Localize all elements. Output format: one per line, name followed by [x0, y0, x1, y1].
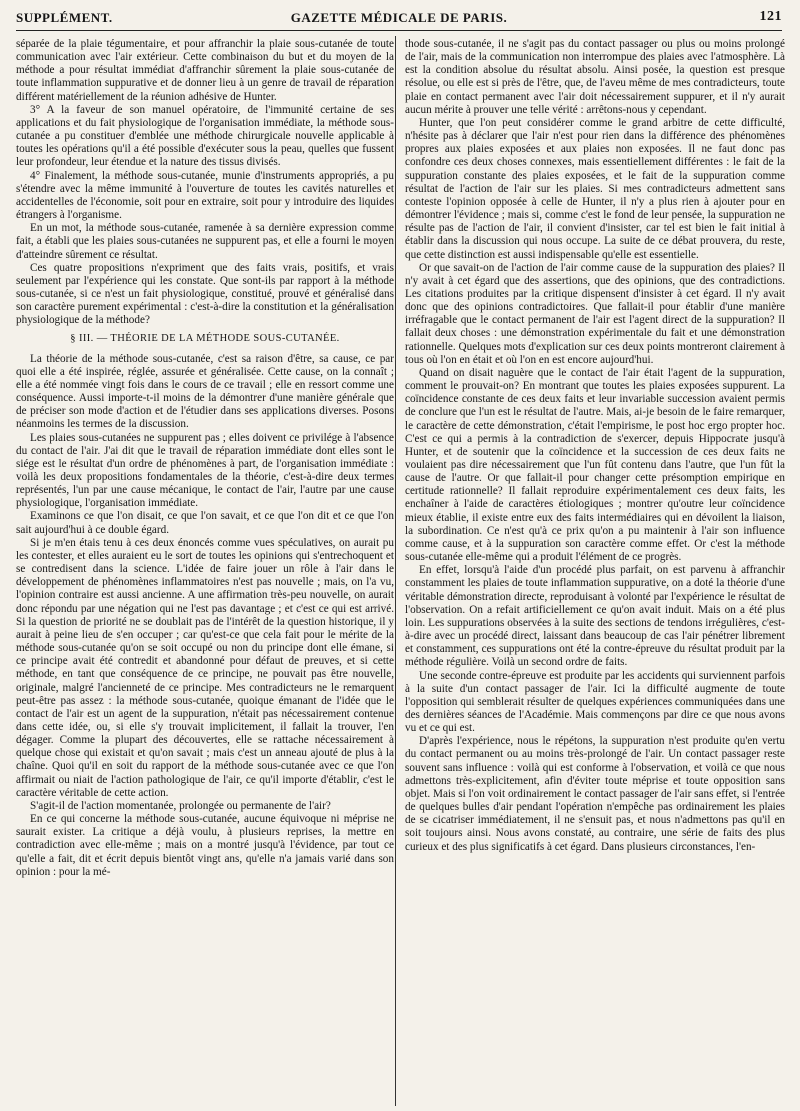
- left-column: [16, 38, 394, 1104]
- header-supplement: SUPPLÉMENT.: [16, 10, 113, 25]
- paragraph: Examinons ce que l'on disait, ce que l'on savait, et ce que l'on dit et ce que l'on sait aujourd'hui à ce double égard.: [16, 510, 394, 536]
- paragraph: 4° Finalement, la méthode sous-cutanée, munie d'instruments appropriés, a pu s'étendre avec la même immunité à l'ouverture de toutes les cavités naturelles et accidentelles de l'économie, soit pour en extraire, soit pour y introduire des liquides étrangers à l'organisme.: [16, 169, 394, 222]
- paragraph: Si je m'en étais tenu à ces deux énoncés comme vues spéculatives, on aurait pu les contester, et elles auraient eu le sort de toutes les opinions qui s'entrechoquent et se contredisent dans la science. L'idée de faire jouer un rôle à l'air dans le développement de phénomènes inflammatoires n'est pas nouvelle ; mais, on l'a vu, l'opinion contraire est aussi ancienne. A une affirmation très-peu nouvelle, on aurait donc répondu par une négation qui ne l'est pas davantage ; et c'est ce qui est arrivé. Si la question de priorité ne se doublait pas de l'intérêt de la question historique, il y aurait à peine lieu de s'en occuper ; car qu'est-ce que cela fait pour le mérite de la méthode sous-cutanée qu'on se soit occupé ou non du principe dont elle émane, si ce principe avait été contredit et abandonné pour défaut de preuves, et si cette méthode, en tant que conséquence de ce principe, ne pouvait pas être nouvelle, originale, malgré l'ancienneté de ce principe. Mes contradicteurs ne le remarquent peut-être pas assez : la méthode sous-cutanée, quoique émanant de l'idée que le contact de l'air est un agent de la suppuration, n'était pas nécessairement contenue dans cette idée, ou, si elle s'y trouvait implicitement, il fallait la trouver, l'en dégager. Comme la plupart des découvertes, elle se rattache nécessairement à quelque chose qui existait et qu'on savait ; mais c'est un anneau ajouté de plus à la chaîne. Quoi qu'il en soit du rapport de la méthode sous-cutanée avec ce que l'on affirmait ou niait de l'action pathologique de l'air, ce qu'il importe d'établir, c'est le caractère véritable de cette action.: [16, 536, 394, 799]
- paragraph: S'agit-il de l'action momentanée, prolongée ou permanente de l'air?: [30, 799, 331, 812]
- paragraph: Quand on disait naguère que le contact de l'air était l'agent de la suppuration, comment le prouvait-on? En montrant que toutes les plaies exposées suppurent. La coïncidence constante de ces deux faits et leur invariable succession avaient permis de conclure que l'un est le résultat de l'autre. Mais, ai-je besoin de le faire remarquer, le caractère de cette démonstration, c'était l'empirisme, le post hoc ergo propter hoc. C'est ce qui a permis à la contradiction de s'exercer, depuis Hippocrate jusqu'à Hunter, et de soutenir que la coïncidence et la succession de ces deux faits ne voulaient pas dire nécessairement que l'un fût contenu dans l'autre, que l'un fût la cause de l'autre. Or que fallait-il pour changer cette présomption empirique en certitude rationnelle? Il fallait reproduire expérimentalement ces deux faits, les enchaîner à l'aide de caractères étiologiques ; montrer qu'outre leur coïncidence mieux établie, il existe entre eux des faits intermédiaires qui en dévoilent la liaison, la subordination. Ce n'est qu'à ce prix qu'on a pu maintenir à l'air son influence comme cause, et à la suppuration son caractère comme effet. Or c'est la méthode sous-cutanée elle-même qui a produit l'élément de ce progrès.: [405, 366, 785, 564]
- header-journal-title: GAZETTE MÉDICALE DE PARIS.: [290, 10, 508, 25]
- paragraph: En un mot, la méthode sous-cutanée, ramenée à sa dernière expression comme fait, a établi que les plaies sous-cutanées ne suppurent pas, et elle a fourni le moyen d'atteindre sûrement ce résultat.: [16, 222, 394, 261]
- paragraph: Or que savait-on de l'action de l'air comme cause de la suppuration des plaies? Il n'y avait à cet égard que des assertions, que des opinions, que des contradictions. Les citations produites par la critique dispensent d'insister à cet égard. Il n'y avait donc que des opinions contradictoires. Que fallait-il pour établir d'une manière irréfragable que le contact permanent de l'air est l'agent direct de la suppuration? Il fallait deux choses : une démonstration expérimentale du fait et une démonstration rationnelle. Quelques mots d'explication sur ces deux points montreront clairement à tous où l'on en était et où l'on en est encore aujourd'hui.: [405, 261, 785, 366]
- right-column: [405, 38, 785, 1104]
- paragraph: D'après l'expérience, nous le répétons, la suppuration n'est produite qu'en vertu du contact permanent ou au moins très-prolongé de l'air. Un contact passager reste souvent sans influence : voilà qui est conforme à l'observation, et voilà ce que nous admettons très-explicitement, afin d'éviter toute méprise et toute opposition sans objet. Mais si l'on voit ordinairement le contact passager de l'air sans effet, si l'entrée de quelques bulles d'air pendant l'opération n'empêche pas ordinairement les plaies de se cicatriser immédiatement, il ne s'ensuit pas, et nous n'admettons pas qu'il en soit toujours ainsi. Nous avons constaté, au contraire, une série de faits des plus curieux et des plus significatifs à cet égard. Dans plusieurs circonstances, l'en-: [405, 735, 785, 853]
- column-divider: [395, 36, 396, 1106]
- page-number: 121: [759, 9, 782, 24]
- page-header: [16, 6, 782, 31]
- paragraph: En ce qui concerne la méthode sous-cutanée, aucune équivoque ni méprise ne saurait exister. La critique a déjà voulu, à plusieurs reprises, la mettre en contradiction avec elle-même ; mais on a montré jusqu'à l'évidence, par tout ce qu'elle a fait, dit et écrit depuis bientôt vingt ans, qu'elle n'a jamais varié dans son opinion : pour la mé-: [16, 813, 394, 878]
- section-heading: § III. — THÉORIE DE LA MÉTHODE SOUS-CUTANÉE.: [70, 333, 340, 345]
- paragraph: séparée de la plaie tégumentaire, et pour affranchir la plaie sous-cutanée de toute communication avec l'air extérieur. Cette combinaison du but et du moyen de la méthode a pour résultat immédiat d'affranchir sûrement la plaie sous-cutanée de toute inflammation suppurative et de donner lieu à un genre de travail de réparation différent matériellement de la réunion adhésive de Hunter.: [16, 38, 394, 103]
- paragraph: En effet, lorsqu'à l'aide d'un procédé plus parfait, on est parvenu à affranchir constamment les plaies de toute inflammation suppurative, on a doté la théorie d'une véritable démonstration directe, reproduisant à volonté par l'expérience le résultat de l'observation. On a refait artificiellement ce qu'on avait induit. Mais on a été plus loin. Les suppurations observées à la suite des sections de tendons irrégulières, c'est-à-dire avec un procédé direct, laissant dans beaucoup de cas l'air pénétrer librement et constamment, ces suppurations ont été la contre-épreuve du résultat produit par la méthode régulière. Voilà un second ordre de faits.: [405, 564, 785, 669]
- paragraph: 3° A la faveur de son manuel opératoire, de l'immunité certaine de ses applications et du fait physiologique de l'organisation immédiate, la méthode sous-cutanée a pu constituer d'emblée une méthode chirurgicale nouvelle applicable à toutes les opérations qu'il a été possible d'exécuter sous la peau, quelles que fussent leur profondeur, leur étendue et la nature des tissus divisés.: [16, 103, 394, 169]
- paragraph: Ces quatre propositions n'expriment que des faits vrais, positifs, et vrais seulement par l'expérience qui les constate. Que sont-ils par rapport à la méthode sous-cutanée, si ce n'est un fait physiologique, constitué, prouvé et généralisé dans son caractère purement expérimental : c'est-à-dire la constitution et la généralisation physiologique de la méthode?: [16, 261, 394, 327]
- paragraph: thode sous-cutanée, il ne s'agit pas du contact passager ou plus ou moins prolongé de l'air, mais de la communication non interrompue des plaies avec l'atmosphère. Là est la condition absolue du résultat absolu. Ainsi posée, la question est presque résolue, ou elle est si près de l'être, que, de l'aveu même de mes contradicteurs, toute plaie en contact permanent avec l'air doit nécessairement suppurer, et il n'y aurait aucun mérite à prouver une telle vérité : arrêtons-nous y cependant.: [405, 38, 785, 116]
- paragraph: Hunter, que l'on peut considérer comme le grand arbitre de cette difficulté, n'hésite pas à déclarer que l'air n'est pour rien dans la différence des phénomènes propres aux plaies exposées et aux plaies non exposées. Il ne faut donc pas confondre ces deux choses connexes, mais essentiellement différentes : le fait de la suppuration constante des plaies exposées, et le fait de la suppuration comme résultat de l'action de l'air sur les plaies. Si mes contradicteurs admettent sans conteste l'opinion opposée à celle de Hunter, il n'y a plus rien à ajouter pour en démontrer l'évidence ; mais si, comme c'est le fond de leur pensée, la suppuration ne résulte pas de l'action de l'air, il convient d'insister, car tel est bien le fait initial à établir dans la discussion qui nous occupe. La suite de ce débat prouvera, du reste, que cette distinction est aussi indispensable qu'elle est essentielle.: [405, 116, 785, 261]
- paragraph: Une seconde contre-épreuve est produite par les accidents qui surviennent parfois à la suite d'un contact passager de l'air. Ici la difficulté augmente de toute l'opposition qui semblerait résulter de quelques expériences communiquées dans une des dernières séances de l'Académie. Mais commençons par dire ce que nous avons vu et ce qui est.: [405, 669, 785, 735]
- paragraph: La théorie de la méthode sous-cutanée, c'est sa raison d'être, sa cause, ce par quoi elle a été inspirée, réglée, assurée et généralisée. Cette cause, on la connaît ; elle a été nommée vingt fois dans le cours de ce travail ; elle en ressort comme une conséquence. Aussi importe-t-il moins de la démontrer d'une manière générale que de préciser son mode d'action et de l'étudier dans ses applications diverses. Posons néanmoins les termes de la discussion.: [16, 352, 394, 431]
- paragraph: Les plaies sous-cutanées ne suppurent pas ; elles doivent ce privilége à l'absence du contact de l'air. J'ai dit que le travail de réparation immédiate dont elles sont le siége est le résultat d'un ordre de phénomènes à part, de l'organisation immédiate : voilà les deux propositions fondamentales de la théorie, c'est-à-dire deux termes représentés, l'un par une cause mécanique, le contact de l'air, l'autre par une cause physiologique, l'organisation immédiate.: [16, 431, 394, 510]
